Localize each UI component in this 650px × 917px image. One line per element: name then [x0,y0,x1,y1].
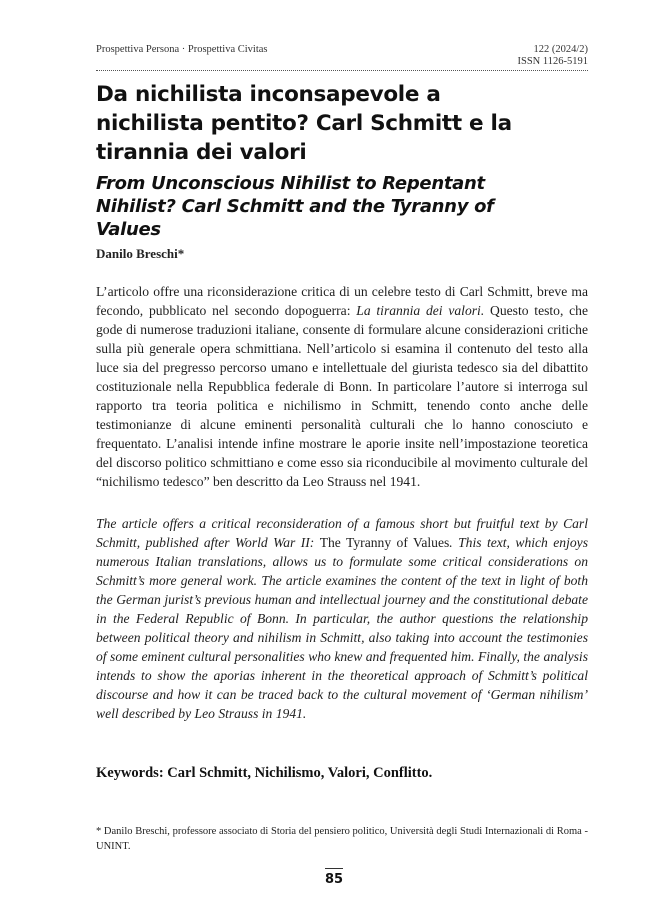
abstract-english [96,514,588,723]
abstract-italian-work-title: La tirannia dei valori. [356,303,485,318]
author-footnote: * Danilo Breschi, professore associato di Storia del pensiero politico, Università degli Studi Internazionali di Roma - UNINT. [96,826,588,852]
issue-info [518,44,589,68]
abstract-italian [96,282,588,491]
page-number-rule [325,868,343,869]
article-subtitle-english: From Unconscious Nihilist to Repentant Nihilist? Carl Schmitt and the Tyranny of Values [96,173,494,240]
abstract-italian-part2: Questo testo, che gode di numerose traduzioni italiane, consente di formulare alcune considerazioni critiche sulla più generale opera schmittiana. Nell’articolo si esamina il contenuto del testo alla luce sia del pregresso percorso umano e intellettuale del giurista tedesco sia del dibattito costituzionale nella Repubblica federale di Bonn. In particolare l’autore si interroga sul rapporto tra teoria politica e nichilismo in Schmitt, tenendo conto anche delle testimonianze di alcune eminenti personalità culturali che lo hanno conosciuto e frequentato. L’analisi intende infine mostrare le aporie insite nell’impostazione teoretica del discorso politico schmittiano e come esso sia riconducibile al movimento culturale del “nichilismo tedesco” ben descritto da Leo Strauss nel 1941. [96,303,588,489]
issn: ISSN 1126-5191 [517,56,588,67]
abstract-english-part2: . This text, which enjoys numerous Italian translations, allows us to formulate some critical considerations on Schmitt’s more general work. The article examines the content of the text in light of both the German jurist’s previous human and intellectual journey and the constitutional debate in the Federal Republic of Bonn. In particular, the author questions the relationship between political theory and nihilism in Schmitt, also taking into account the testimonies of some eminent cultural personalities who knew and frequented him. Finally, the analysis intends to show the aporias inherent in the theoretical approach of Schmitt’s political discourse and how it can be traced back to the cultural movement of ‘German nihilism’ well described by Leo Strauss in 1941. [96,535,588,721]
running-header [96,44,588,70]
header-divider [96,70,588,71]
page-number: 85 [324,872,344,887]
author-name: Danilo Breschi* [96,246,185,261]
article-title: Da nichilista inconsapevole a nichilista pentito? Carl Schmitt e la tirannia dei valori [96,82,512,165]
abstract-english-work-title: The Tyranny of Values [319,535,450,550]
abstract-italian-part1: L’articolo offre una riconsiderazione critica di un celebre testo di Carl Schmitt, breve ma fecondo, pubblicato nel secondo dopoguerra: [96,284,588,318]
abstract-english-part1: The article offers a critical reconsideration of a famous short but fruitful text by Carl Schmitt, published after World War II: [96,516,588,550]
issue-number: 122 (2024/2) [533,44,588,55]
keywords: Keywords: Carl Schmitt, Nichilismo, Valori, Conflitto. [96,765,433,781]
journal-name: Prospettiva Persona · Prospettiva Civitas [96,44,268,55]
